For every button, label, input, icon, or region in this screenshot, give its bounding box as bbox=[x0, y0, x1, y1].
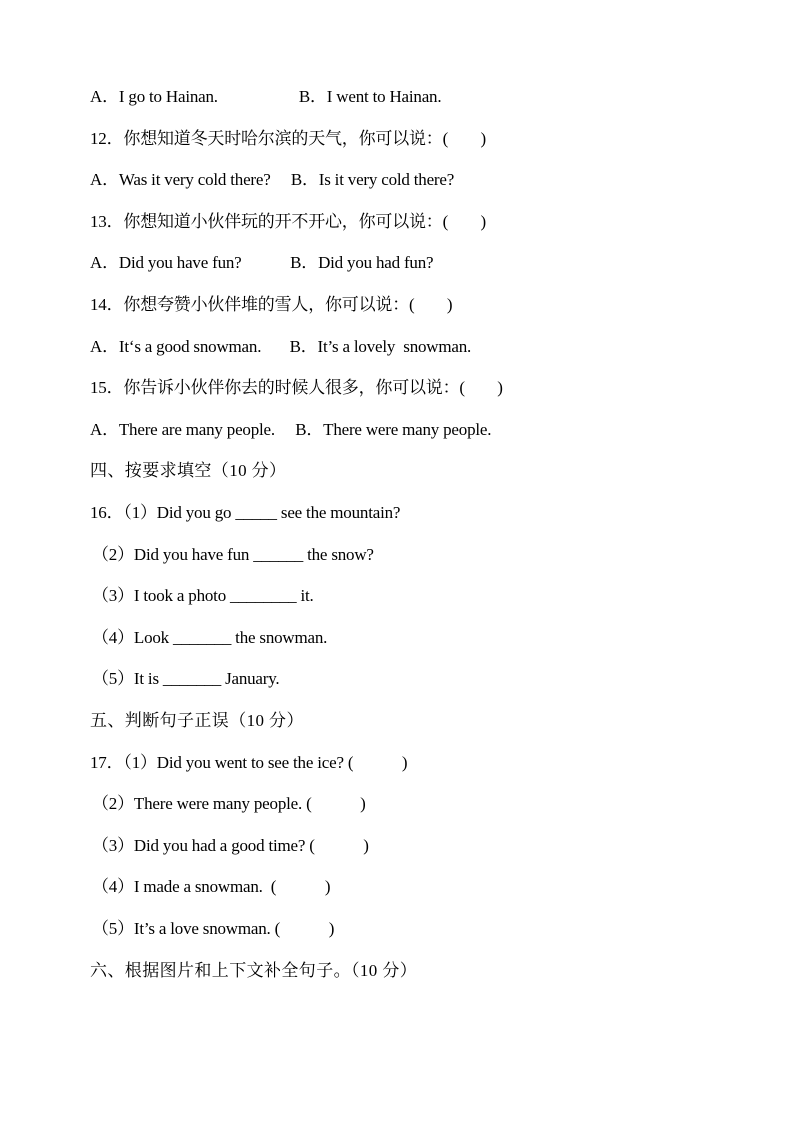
q17-item-4: （4）I made a snowman. ( ) bbox=[92, 877, 331, 896]
q16-item-4: （4）Look _______ the snowman. bbox=[92, 628, 328, 647]
section-six-heading: 六、根据图片和上下文补全句子。（10 分） bbox=[90, 961, 418, 980]
section-four-heading: 四、按要求填空（10 分） bbox=[90, 461, 287, 480]
q13-options: A．Did you have fun? B．Did you had fun? bbox=[90, 253, 434, 272]
q14-options: A．It‘s a good snowman. B．It’s a lovely snowman. bbox=[90, 337, 472, 356]
q17-item-1: 17．（1）Did you went to see the ice? ( ) bbox=[90, 753, 408, 772]
q12-prompt: 12．你想知道冬天时哈尔滨的天气，你可以说：( ) bbox=[90, 129, 486, 148]
q15-prompt: 15．你告诉小伙伴你去的时候人很多，你可以说：( ) bbox=[90, 378, 503, 397]
q16-item-1: 16．（1）Did you go _____ see the mountain? bbox=[90, 503, 401, 522]
q16-item-3: （3）I took a photo ________ it. bbox=[92, 586, 314, 605]
q14-prompt: 14．你想夸赞小伙伴堆的雪人，你可以说：( ) bbox=[90, 295, 453, 314]
q15-options: A．There are many people. B．There were many people. bbox=[90, 420, 492, 439]
q17-item-3: （3）Did you had a good time? ( ) bbox=[92, 836, 369, 855]
q11-options: A．I go to Hainan. B．I went to Hainan. bbox=[90, 87, 442, 106]
q16-item-2: （2）Did you have fun ______ the snow? bbox=[92, 545, 374, 564]
q17-item-2: （2）There were many people. ( ) bbox=[92, 794, 366, 813]
q17-item-5: （5）It’s a love snowman. ( ) bbox=[92, 919, 335, 938]
q13-prompt: 13．你想知道小伙伴玩的开不开心，你可以说：( ) bbox=[90, 212, 486, 231]
q12-options: A．Was it very cold there? B．Is it very cold there? bbox=[90, 170, 455, 189]
section-five-heading: 五、判断句子正误（10 分） bbox=[90, 711, 304, 730]
q16-item-5: （5）It is _______ January. bbox=[92, 669, 280, 688]
